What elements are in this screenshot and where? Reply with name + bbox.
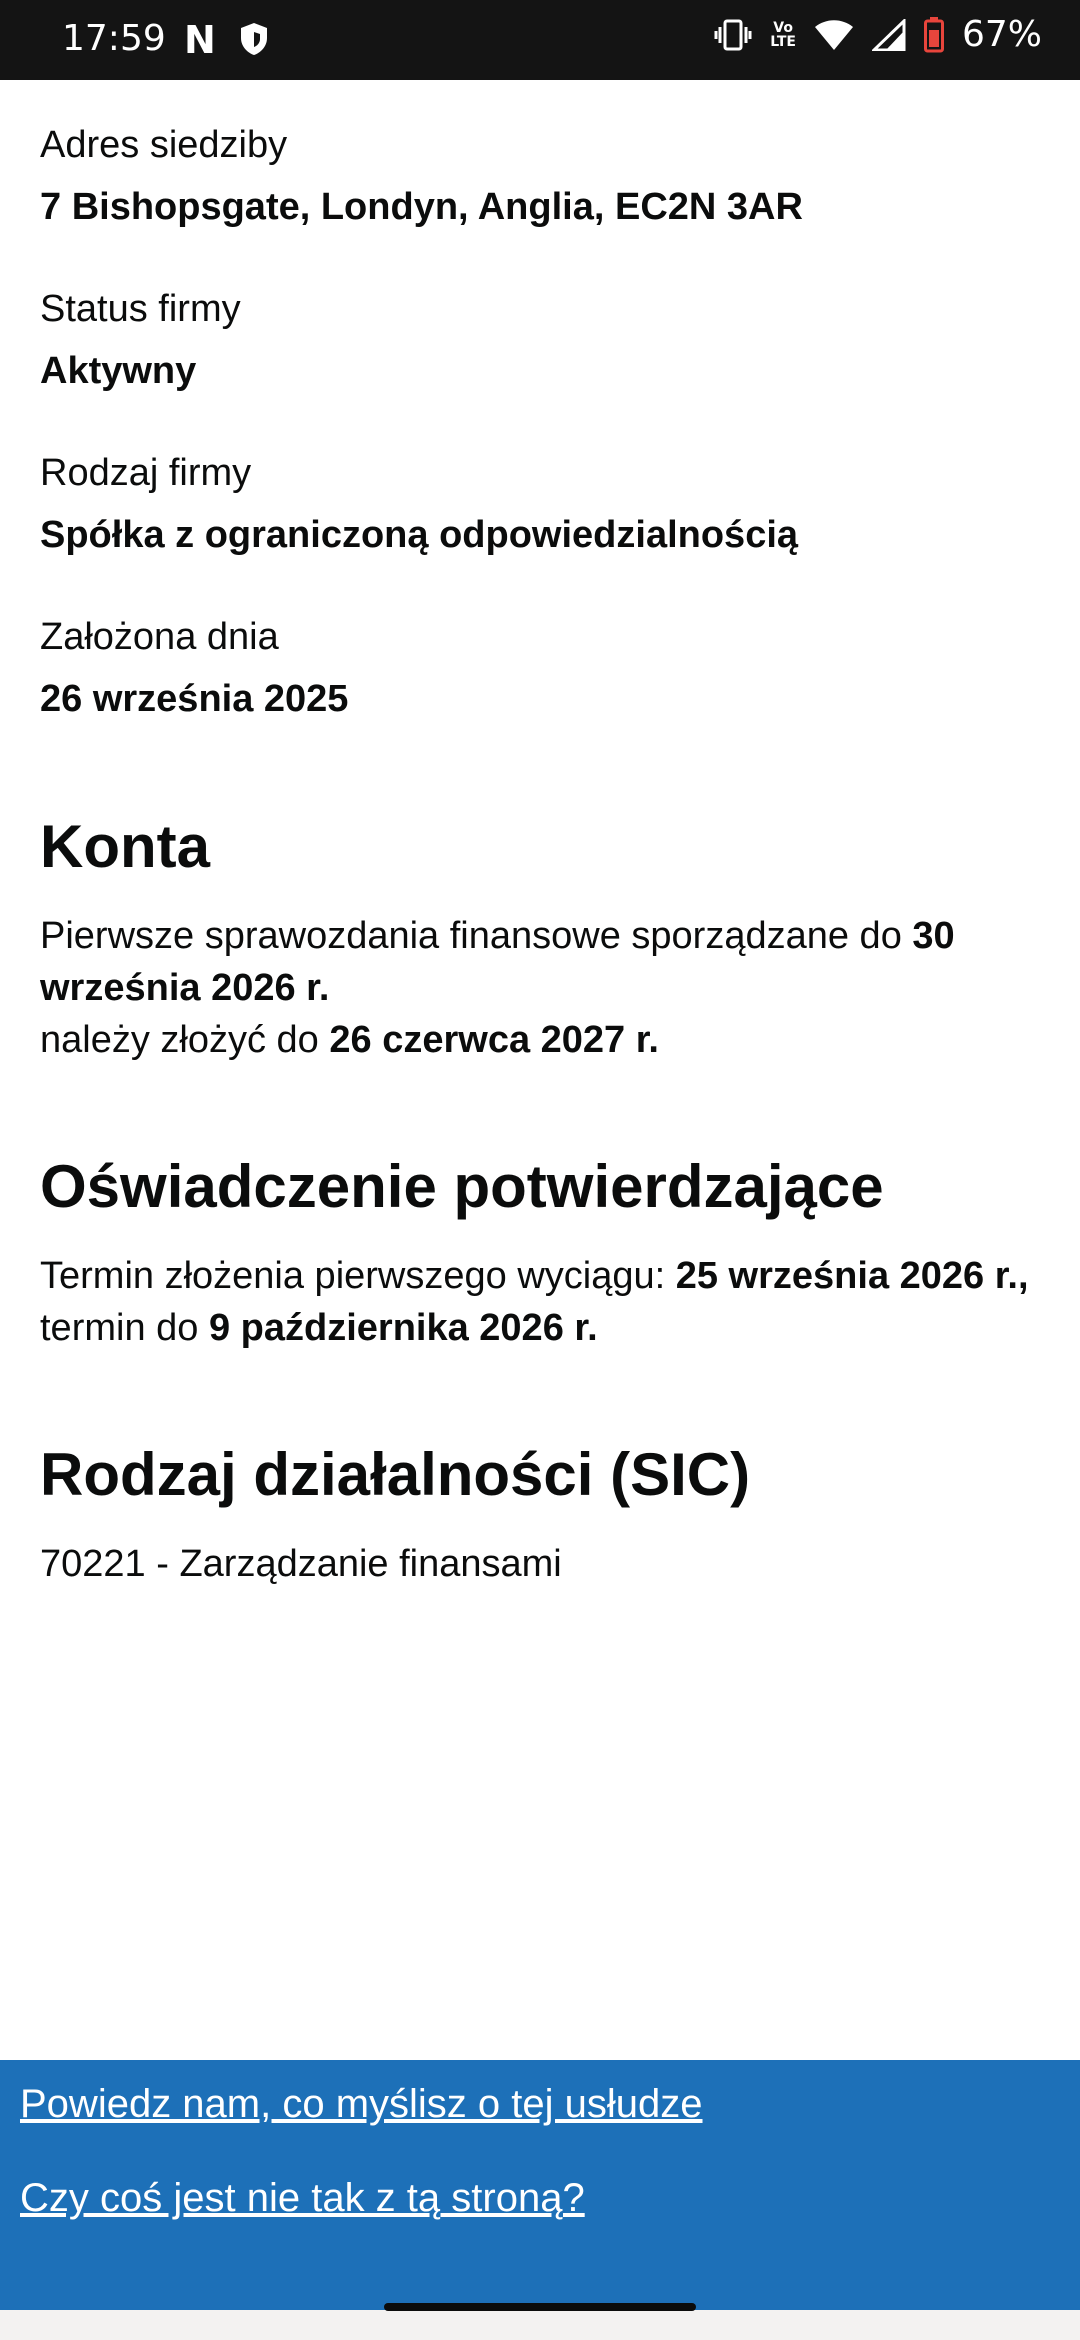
accounts-section (40, 812, 1040, 1066)
report-problem-link[interactable]: Czy coś jest nie tak z tą stroną? (20, 2176, 585, 2220)
detail-value: 7 Bishopsgate, Londyn, Anglia, EC2N 3AR (40, 186, 803, 228)
confirmation-statement-section (40, 1152, 1040, 1354)
sic-value: 70221 - Zarządzanie finansami (40, 1543, 562, 1585)
battery-saver-icon (924, 17, 944, 53)
detail-label: Adres siedziby (40, 124, 288, 166)
confirmation-heading: Oświadczenie potwierdzające (40, 1153, 884, 1220)
confirmation-text (40, 1250, 1040, 1354)
detail-label: Założona dnia (40, 616, 279, 658)
status-icons (714, 14, 1042, 55)
accounts-text (40, 910, 1040, 1066)
battery-level: 67% (961, 14, 1042, 55)
company-details (40, 120, 1040, 1590)
accounts-made-up-date: 30 września 2026 r. (40, 915, 955, 1009)
confirmation-due-date: 9 października 2026 r. (208, 1307, 598, 1349)
confirmation-statement-date: 25 września 2026 r., (675, 1255, 1029, 1297)
company-type (40, 448, 1040, 560)
shield-icon (240, 22, 268, 56)
accounts-heading: Konta (40, 813, 210, 880)
detail-value: Aktywny (40, 350, 197, 392)
status-bar (0, 0, 1080, 80)
detail-label: Rodzaj firmy (40, 452, 252, 494)
netflix-notification-icon: N (184, 18, 216, 62)
sic-heading: Rodzaj działalności (SIC) (40, 1441, 751, 1508)
detail-label: Status firmy (40, 288, 241, 330)
accounts-due-date: 26 czerwca 2027 r. (329, 1019, 659, 1061)
confirmation-text-part: termin do (40, 1307, 209, 1349)
detail-value: Spółka z ograniczoną odpowiedzialnością (40, 514, 799, 556)
incorporation-date (40, 612, 1040, 724)
company-status (40, 284, 1040, 396)
footer (0, 2060, 1080, 2310)
vibrate-icon (714, 18, 752, 52)
navigation-bar (0, 2310, 1080, 2340)
accounts-text-part: Pierwsze sprawozdania finansowe sporządzane do (40, 915, 913, 957)
feedback-link[interactable]: Powiedz nam, co myślisz o tej usłudze (20, 2082, 703, 2126)
confirmation-text-part: Termin złożenia pierwszego wyciągu: (40, 1255, 676, 1297)
cell-signal-icon (872, 19, 906, 51)
registered-address (40, 120, 1040, 232)
accounts-text-part: należy złożyć do (40, 1019, 330, 1061)
status-time: 17:59 (62, 18, 166, 59)
detail-value: 26 września 2025 (40, 678, 349, 720)
volte-icon: Vo LTE (770, 19, 796, 50)
wifi-icon (814, 19, 854, 51)
home-indicator[interactable] (384, 2303, 696, 2311)
sic-section (40, 1440, 1040, 1590)
